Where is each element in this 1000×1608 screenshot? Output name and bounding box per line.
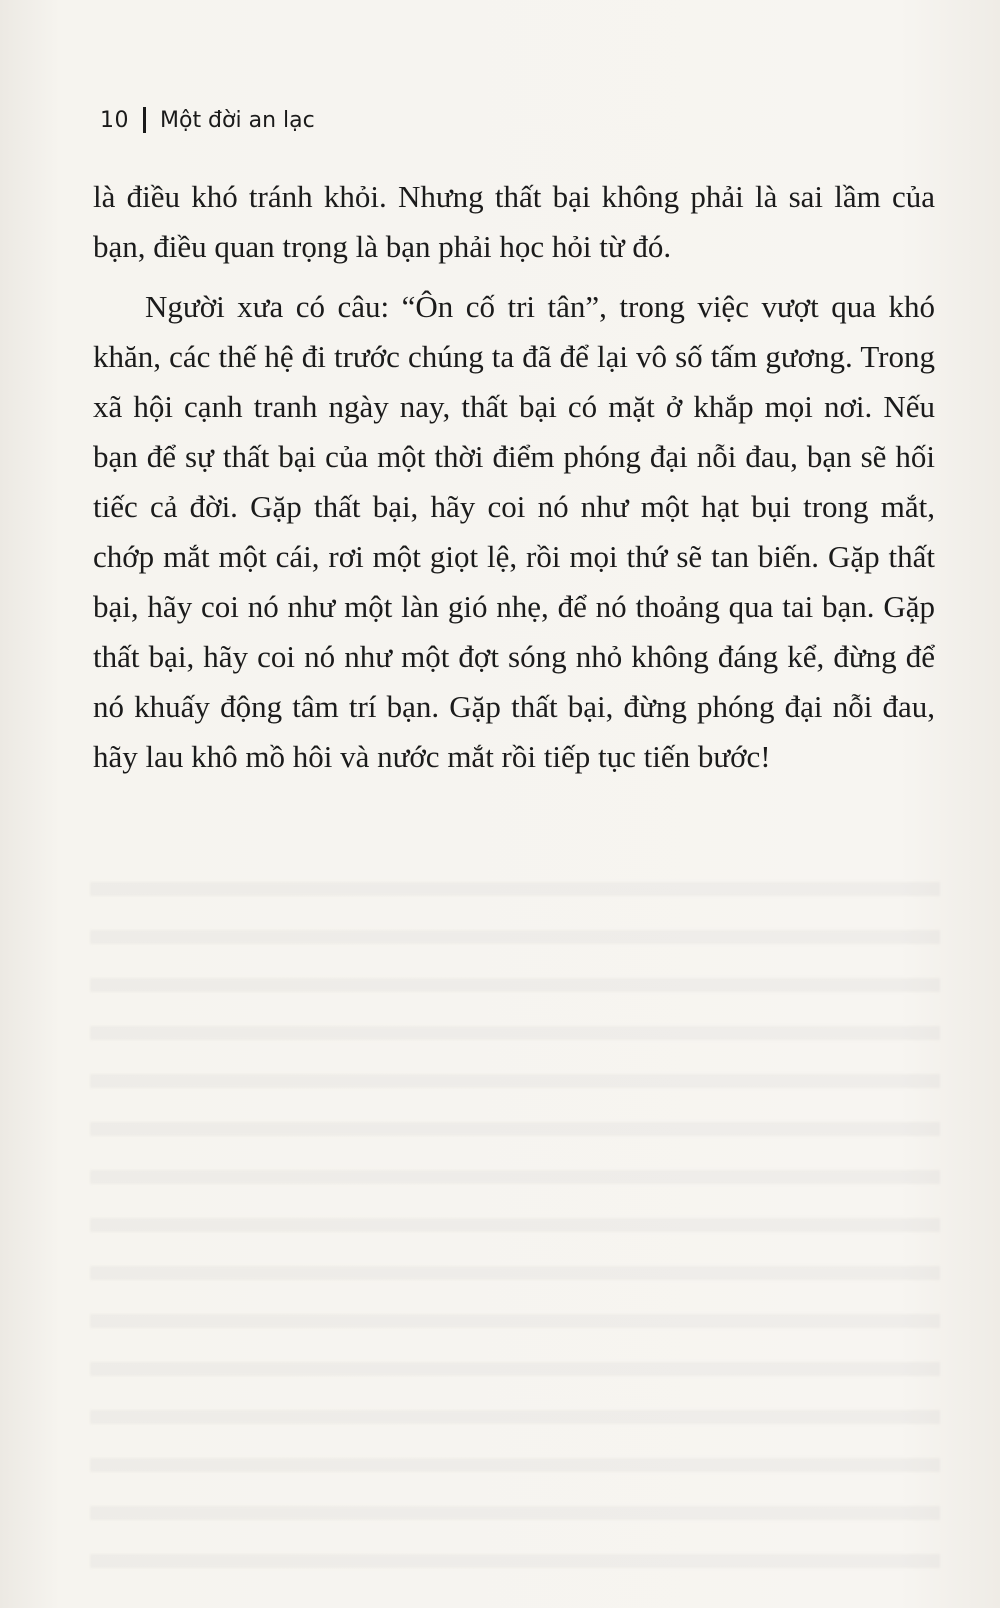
paragraph-continued: là điều khó tránh khỏi. Nhưng thất bại không phải là sai lầm của bạn, điều quan trọng là bạn phải học hỏi từ đó.	[93, 179, 935, 264]
bleed-through-texture	[90, 850, 940, 1590]
paragraph: Người xưa có câu: “Ôn cố tri tân”, trong việc vượt qua khó khăn, các thế hệ đi trước chúng ta đã để lại vô số tấm gương. Trong xã hội cạnh tranh ngày nay, thất bại có mặt ở khắp mọi nơi. Nếu bạn để sự thất bại của một thời điểm phóng đại nỗi đau, bạn sẽ hối tiếc cả đời. Gặp thất bại, hãy coi nó như một hạt bụi trong mắt, chớp mắt một cái, rơi một giọt lệ, rồi mọi thứ sẽ tan biến. Gặp thất bại, hãy coi nó như một làn gió nhẹ, để nó thoảng qua tai bạn. Gặp thất bại, hãy coi nó như một đợt sóng nhỏ không đáng kể, đừng để nó khuấy động tâm trí bạn. Gặp thất bại, đừng phóng đại nỗi đau, hãy lau khô mồ hôi và nước mắt rồi tiếp tục tiến bước!	[93, 289, 935, 774]
page-number: 10	[100, 107, 129, 133]
book-title: Một đời an lạc	[160, 107, 315, 133]
header-divider	[143, 107, 146, 133]
body-text	[93, 172, 935, 782]
running-header	[100, 100, 315, 140]
